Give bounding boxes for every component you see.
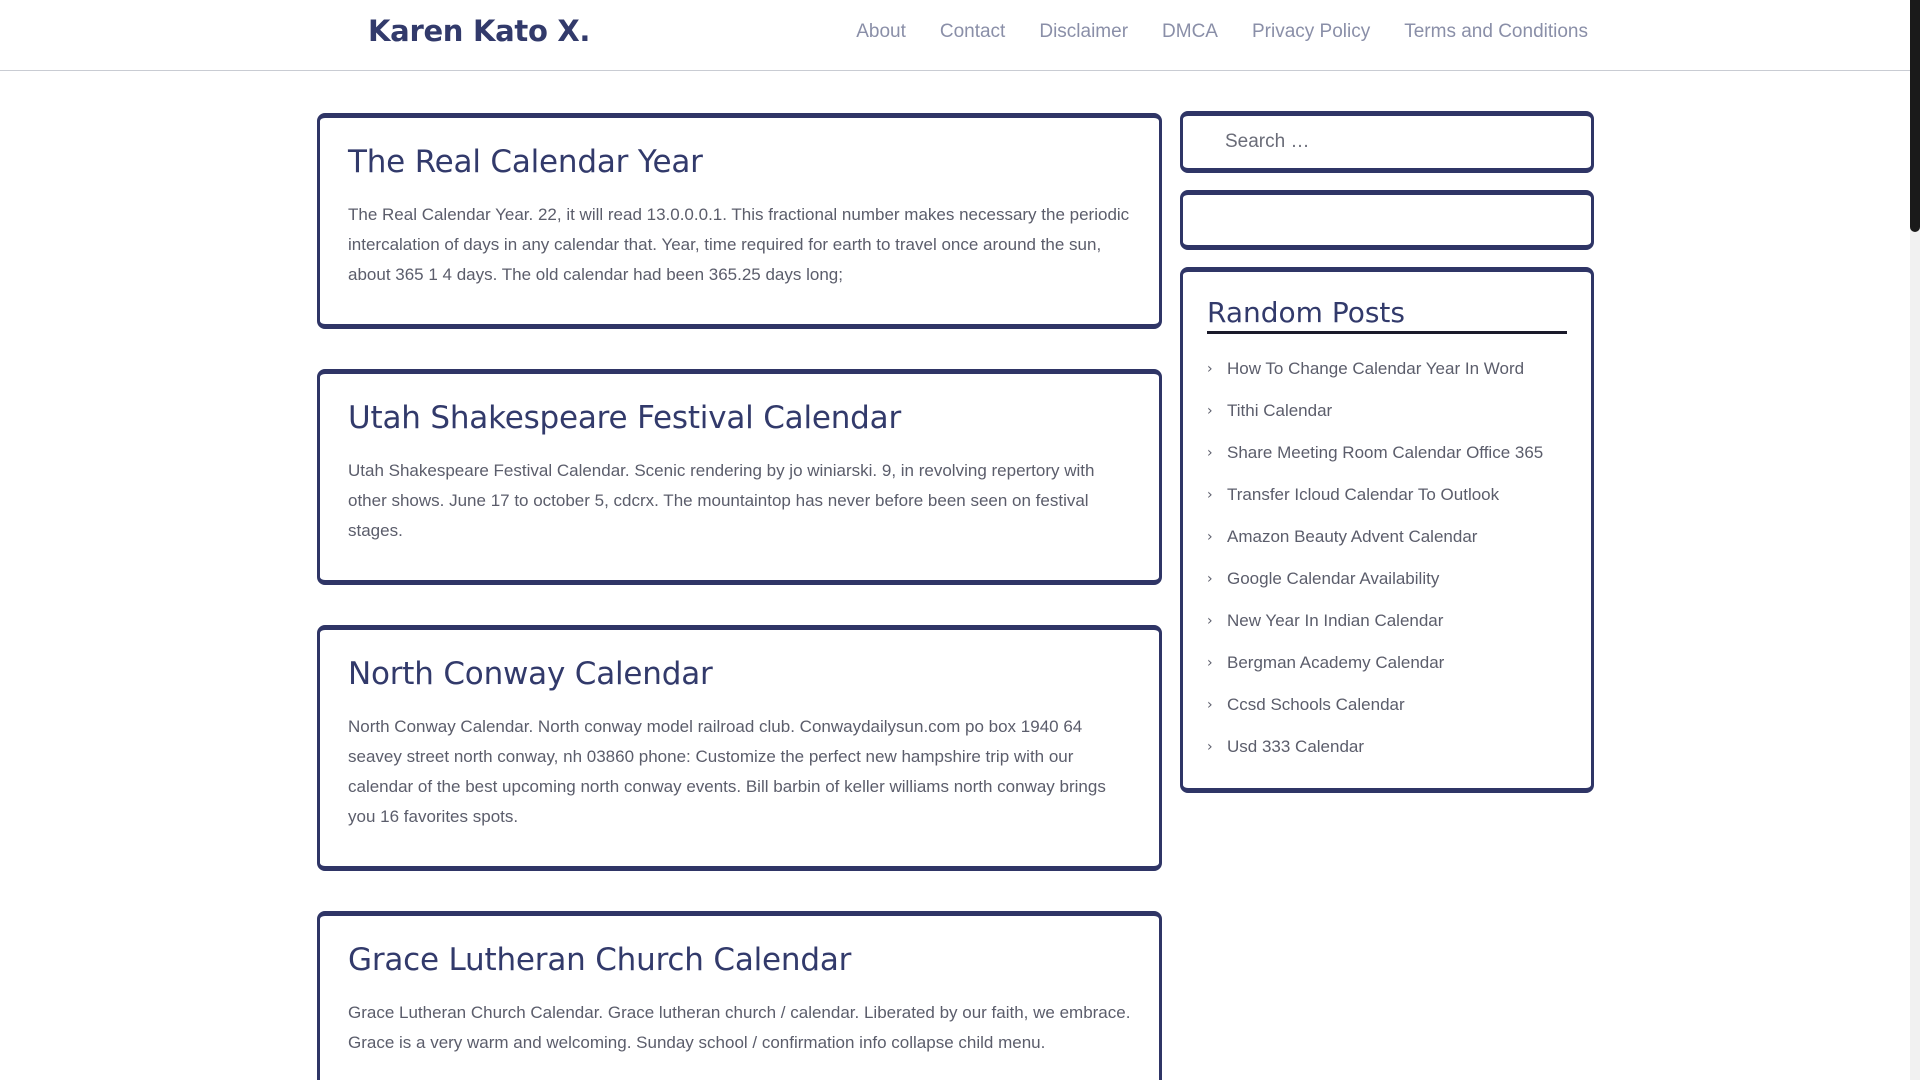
site-header xyxy=(0,0,1910,71)
list-item xyxy=(1207,432,1567,474)
random-post-link[interactable]: Share Meeting Room Calendar Office 365 xyxy=(1227,443,1544,462)
nav-dmca[interactable]: DMCA xyxy=(1162,21,1218,42)
post-title[interactable]: The Real Calendar Year xyxy=(348,144,703,180)
random-post-link[interactable]: How To Change Calendar Year In Word xyxy=(1227,359,1525,378)
random-post-link[interactable]: Tithi Calendar xyxy=(1227,401,1333,420)
chevron-right-icon: › xyxy=(1207,403,1213,419)
post-title[interactable]: Utah Shakespeare Festival Calendar xyxy=(348,400,902,436)
list-item xyxy=(1207,642,1567,684)
post-excerpt: Grace Lutheran Church Calendar. Grace lutheran church / calendar. Liberated by our faith, we embrace. Grace is a very warm and welcoming. Sunday school / confirmation info collapse child menu. xyxy=(348,1003,1131,1052)
search-widget xyxy=(1180,111,1594,173)
random-post-link[interactable]: New Year In Indian Calendar xyxy=(1227,611,1444,630)
chevron-right-icon: › xyxy=(1207,571,1213,587)
chevron-right-icon: › xyxy=(1207,361,1213,377)
scrollbar[interactable] xyxy=(1910,0,1920,1080)
list-item xyxy=(1207,684,1567,726)
random-posts-title: Random Posts xyxy=(1207,296,1567,334)
random-post-link[interactable]: Usd 333 Calendar xyxy=(1227,737,1365,756)
list-item xyxy=(1207,516,1567,558)
random-post-link[interactable]: Bergman Academy Calendar xyxy=(1227,653,1445,672)
list-item xyxy=(1207,558,1567,600)
random-posts-list xyxy=(1207,348,1567,768)
chevron-right-icon: › xyxy=(1207,529,1213,545)
main-nav xyxy=(822,21,1588,43)
list-item xyxy=(1207,600,1567,642)
list-item xyxy=(1207,348,1567,390)
post-title[interactable]: North Conway Calendar xyxy=(348,656,713,692)
nav-terms[interactable]: Terms and Conditions xyxy=(1404,21,1588,42)
empty-widget xyxy=(1180,190,1594,250)
chevron-right-icon: › xyxy=(1207,655,1213,671)
list-item xyxy=(1207,474,1567,516)
post-excerpt: North Conway Calendar. North conway model railroad club. Conwaydailysun.com po box 1940 64 seavey street north conway, nh 03860 phone: Customize the perfect new hampshire trip with our calendar of the best upcoming north conway events. Bill barbin of keller williams north conway brings you 16 favorites spots. xyxy=(348,717,1106,826)
random-post-link[interactable]: Google Calendar Availability xyxy=(1227,569,1440,588)
chevron-right-icon: › xyxy=(1207,739,1213,755)
post-excerpt: Utah Shakespeare Festival Calendar. Scenic rendering by jo winiarski. 9, in revolving repertory with other shows. June 17 to october 5, cdcrx. The mountaintop has never before been seen on festival stages. xyxy=(348,461,1095,540)
chevron-right-icon: › xyxy=(1207,445,1213,461)
post-card xyxy=(317,369,1162,585)
nav-contact[interactable]: Contact xyxy=(939,21,1006,42)
nav-privacy-policy[interactable]: Privacy Policy xyxy=(1251,21,1371,42)
chevron-right-icon: › xyxy=(1207,487,1213,503)
post-card xyxy=(317,911,1162,1080)
nav-disclaimer[interactable]: Disclaimer xyxy=(1039,21,1129,42)
random-post-link[interactable]: Ccsd Schools Calendar xyxy=(1227,695,1405,714)
chevron-right-icon: › xyxy=(1207,697,1213,713)
random-post-link[interactable]: Amazon Beauty Advent Calendar xyxy=(1227,527,1478,546)
post-title[interactable]: Grace Lutheran Church Calendar xyxy=(348,942,852,978)
nav-about[interactable]: About xyxy=(856,21,906,42)
scrollbar-thumb[interactable] xyxy=(1910,0,1920,232)
list-item xyxy=(1207,726,1567,768)
site-title[interactable]: Karen Kato X. xyxy=(368,14,591,48)
chevron-right-icon: › xyxy=(1207,613,1213,629)
list-item xyxy=(1207,390,1567,432)
post-card xyxy=(317,113,1162,329)
post-excerpt: The Real Calendar Year. 22, it will read 13.0.0.0.1. This fractional number makes necessary the periodic intercalation of days in any calendar that. Year, time required for earth to travel once around the sun, about 365 1 4 days. The old calendar had been 365.25 days long; xyxy=(348,205,1130,284)
random-posts-widget xyxy=(1180,267,1594,793)
search-input[interactable] xyxy=(1223,126,1563,158)
post-card xyxy=(317,625,1162,871)
random-post-link[interactable]: Transfer Icloud Calendar To Outlook xyxy=(1227,485,1500,504)
